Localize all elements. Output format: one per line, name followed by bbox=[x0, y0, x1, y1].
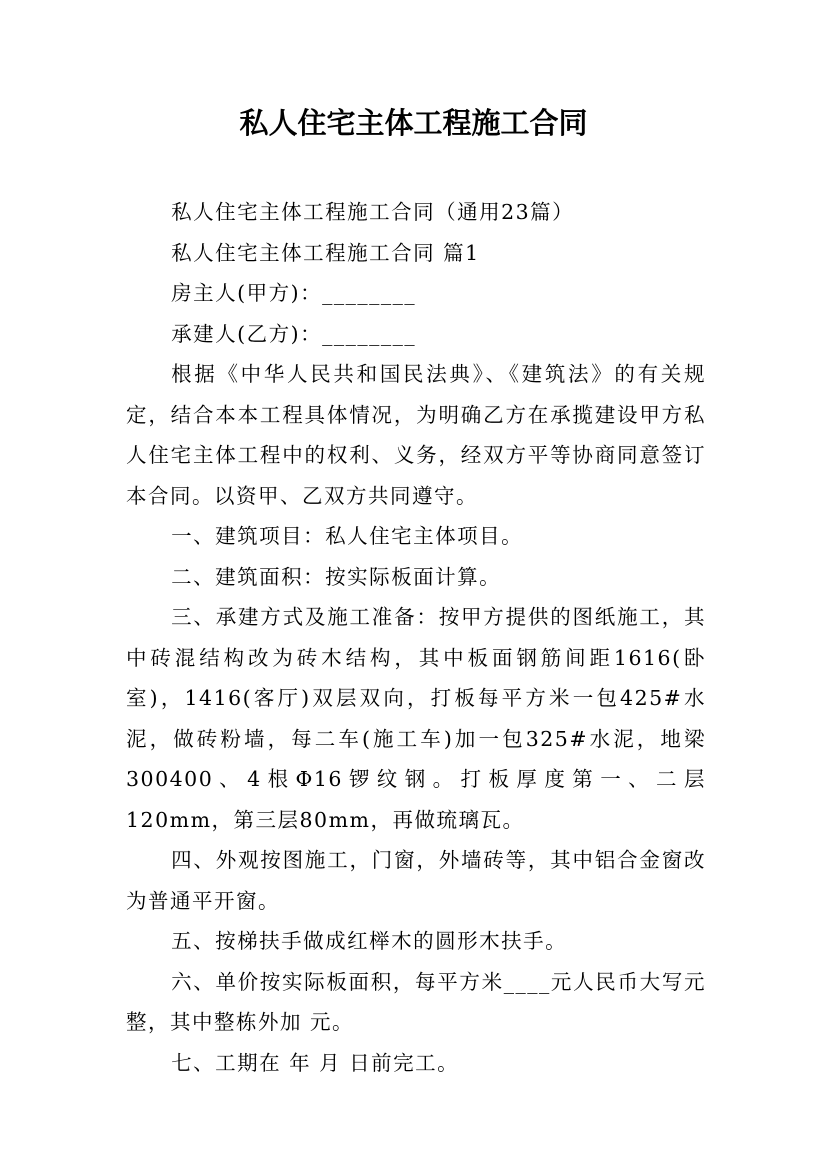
paragraph-clause-1: 一、建筑项目：私人住宅主体项目。 bbox=[171, 524, 524, 548]
paragraph-party-b: 承建人(乙方)：________ bbox=[171, 321, 417, 346]
paragraph-clause-5: 五、按梯扶手做成红榉木的圆形木扶手。 bbox=[171, 929, 568, 953]
paragraph-clause-7: 七、工期在 年 月 日前完工。 bbox=[171, 1050, 460, 1075]
paragraph-preamble: 根据《中华人民共和国民法典》、《建筑法》的有关规定，结合本本工程具体情况，为明确乙方在承揽建设甲方私人住宅主体工程中的权利、义务，经双方平等协商同意签订本合同。以资甲、乙双方共同遵守。 bbox=[126, 362, 706, 508]
paragraph-clause-6: 六、单价按实际板面积，每平方米____元人民币大写元整，其中整栋外加 元。 bbox=[126, 969, 706, 1034]
paragraph-clause-2: 二、建筑面积：按实际板面计算。 bbox=[171, 564, 502, 589]
paragraph-party-a: 房主人(甲方)：________ bbox=[171, 281, 417, 305]
document-title: 私人住宅主体工程施工合同 bbox=[239, 106, 588, 140]
paragraph-clause-4: 四、外观按图施工，门窗，外墙砖等，其中铝合金窗改为普通平开窗。 bbox=[126, 848, 706, 913]
paragraph-heading: 私人住宅主体工程施工合同（通用23篇） bbox=[171, 200, 575, 224]
paragraph-clause-3: 三、承建方式及施工准备：按甲方提供的图纸施工，其中砖混结构改为砖木结构，其中板面钢筋间距1616(卧室)，1416(客厅)双层双向，打板每平方米一包425#水泥，做砖粉墙，每二车(施工车)加一包325#水泥，地梁300400、4根Φ16锣纹钢。打板厚度第一、二层120mm，第三层80mm，再做琉璃瓦。 bbox=[126, 605, 706, 832]
paragraph-section-title: 私人住宅主体工程施工合同 篇1 bbox=[171, 240, 480, 265]
document-body bbox=[126, 192, 706, 1083]
